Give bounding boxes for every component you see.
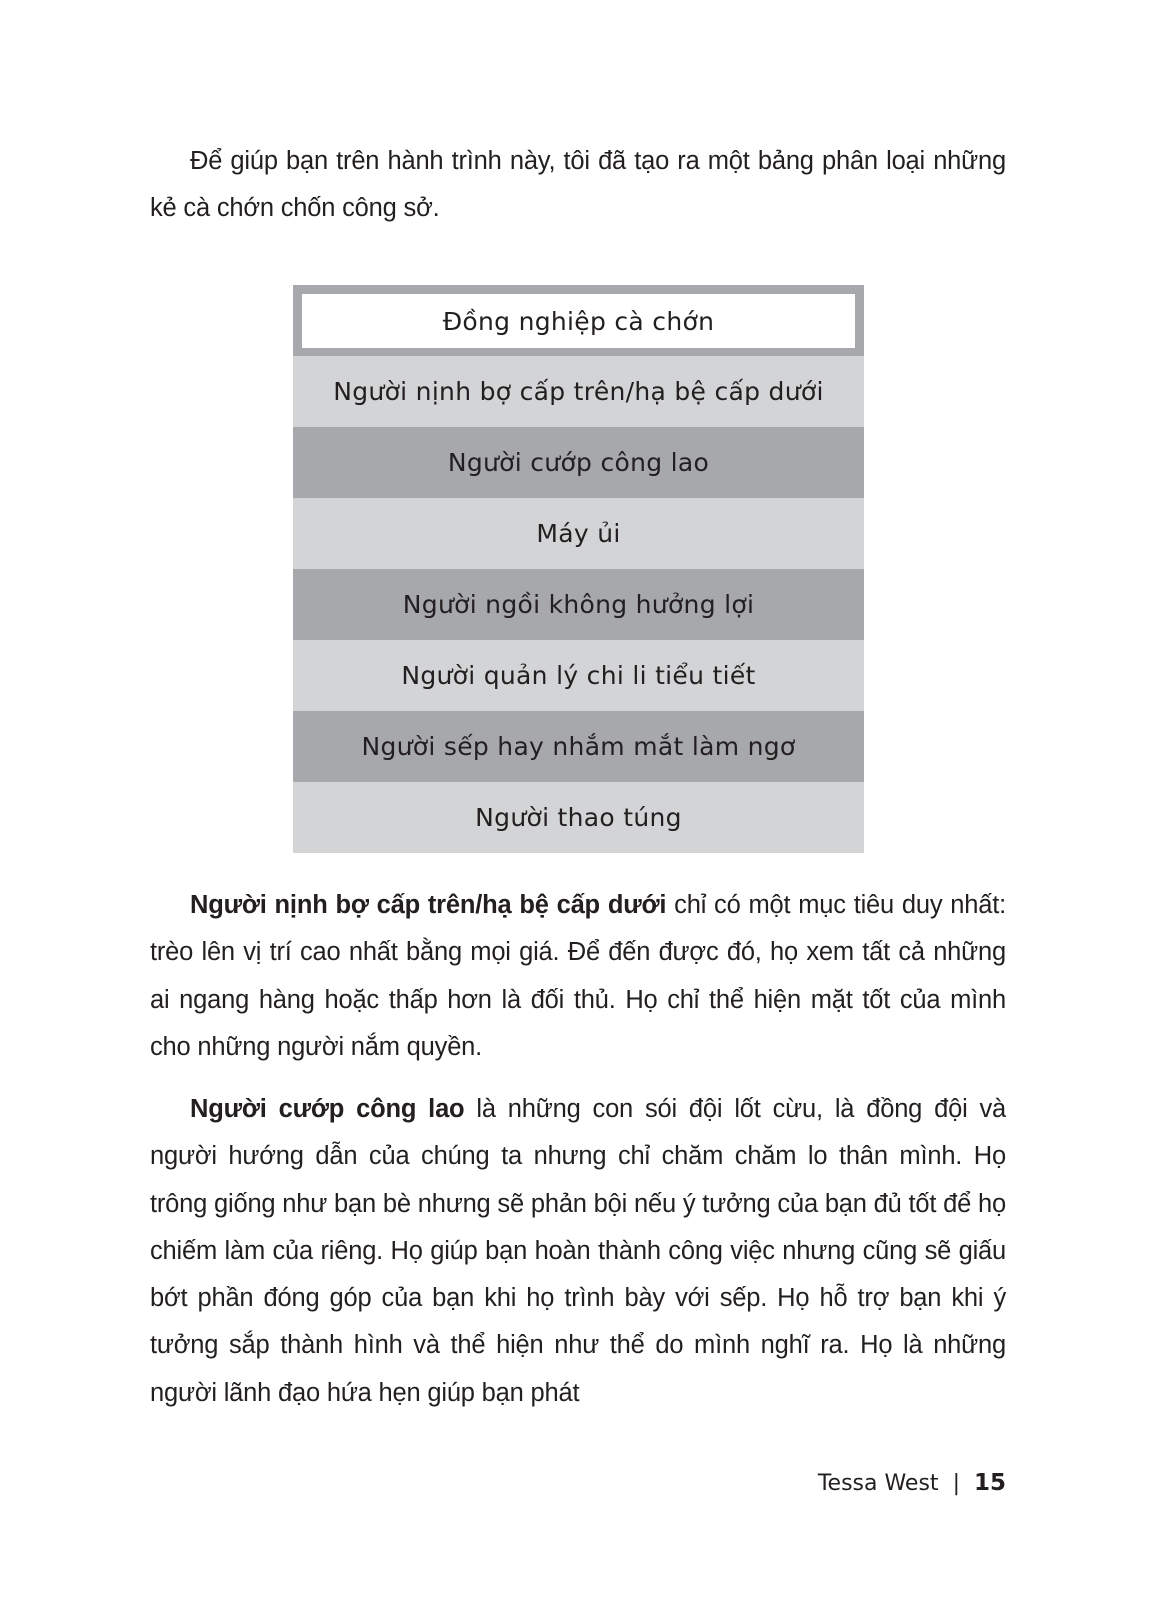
footer-separator: |	[952, 1470, 960, 1496]
paragraph-text	[150, 882, 1006, 1071]
table-row: Người ngồi không hưởng lợi	[293, 569, 864, 640]
intro-text: Để giúp bạn trên hành trình này, tôi đã tạo ra một bảng phân loại những kẻ cà chớn chốn công sở.	[150, 147, 1006, 223]
footer-author: Tessa West	[817, 1470, 939, 1496]
classification-table	[293, 285, 864, 853]
term-description: chỉ có một mục tiêu duy nhất: trèo lên vị trí cao nhất bằng mọi giá. Để đến được đó, họ xem tất cả những ai ngang hàng hoặc thấp hơn là đối thủ. Họ chỉ thể hiện mặt tốt của mình cho những người nắm quyền.	[150, 891, 1007, 1061]
intro-paragraph	[150, 138, 1006, 233]
table-header	[293, 285, 864, 356]
term-heading: Người nịnh bợ cấp trên/hạ bệ cấp dưới	[190, 891, 667, 919]
body-paragraph-flatterer	[150, 882, 1006, 1071]
body-paragraph-credit-stealer	[150, 1086, 1006, 1417]
table-row: Người sếp hay nhắm mắt làm ngơ	[293, 711, 864, 782]
paragraph-text	[150, 1086, 1006, 1417]
table-row: Máy ủi	[293, 498, 864, 569]
table-header-title: Đồng nghiệp cà chớn	[302, 294, 855, 348]
table-row: Người cướp công lao	[293, 427, 864, 498]
term-description: là những con sói đội lốt cừu, là đồng đội và người hướng dẫn của chúng ta nhưng chỉ chăm chăm lo thân mình. Họ trông giống như bạn bè nhưng sẽ phản bội nếu ý tưởng của bạn đủ tốt để họ chiếm làm của riêng. Họ giúp bạn hoàn thành công việc nhưng cũng sẽ giấu bớt phần đóng góp của bạn khi họ trình bày với sếp. Họ hỗ trợ bạn khi ý tưởng sắp thành hình và thể hiện như thể do mình nghĩ ra. Họ là những người lãnh đạo hứa hẹn giúp bạn phát	[150, 1095, 1007, 1407]
table-row: Người nịnh bợ cấp trên/hạ bệ cấp dưới	[293, 356, 864, 427]
page-number: 15	[973, 1470, 1006, 1496]
table-row: Người quản lý chi li tiểu tiết	[293, 640, 864, 711]
term-heading: Người cướp công lao	[190, 1095, 465, 1123]
table-row: Người thao túng	[293, 782, 864, 853]
page-footer	[818, 1470, 1006, 1496]
